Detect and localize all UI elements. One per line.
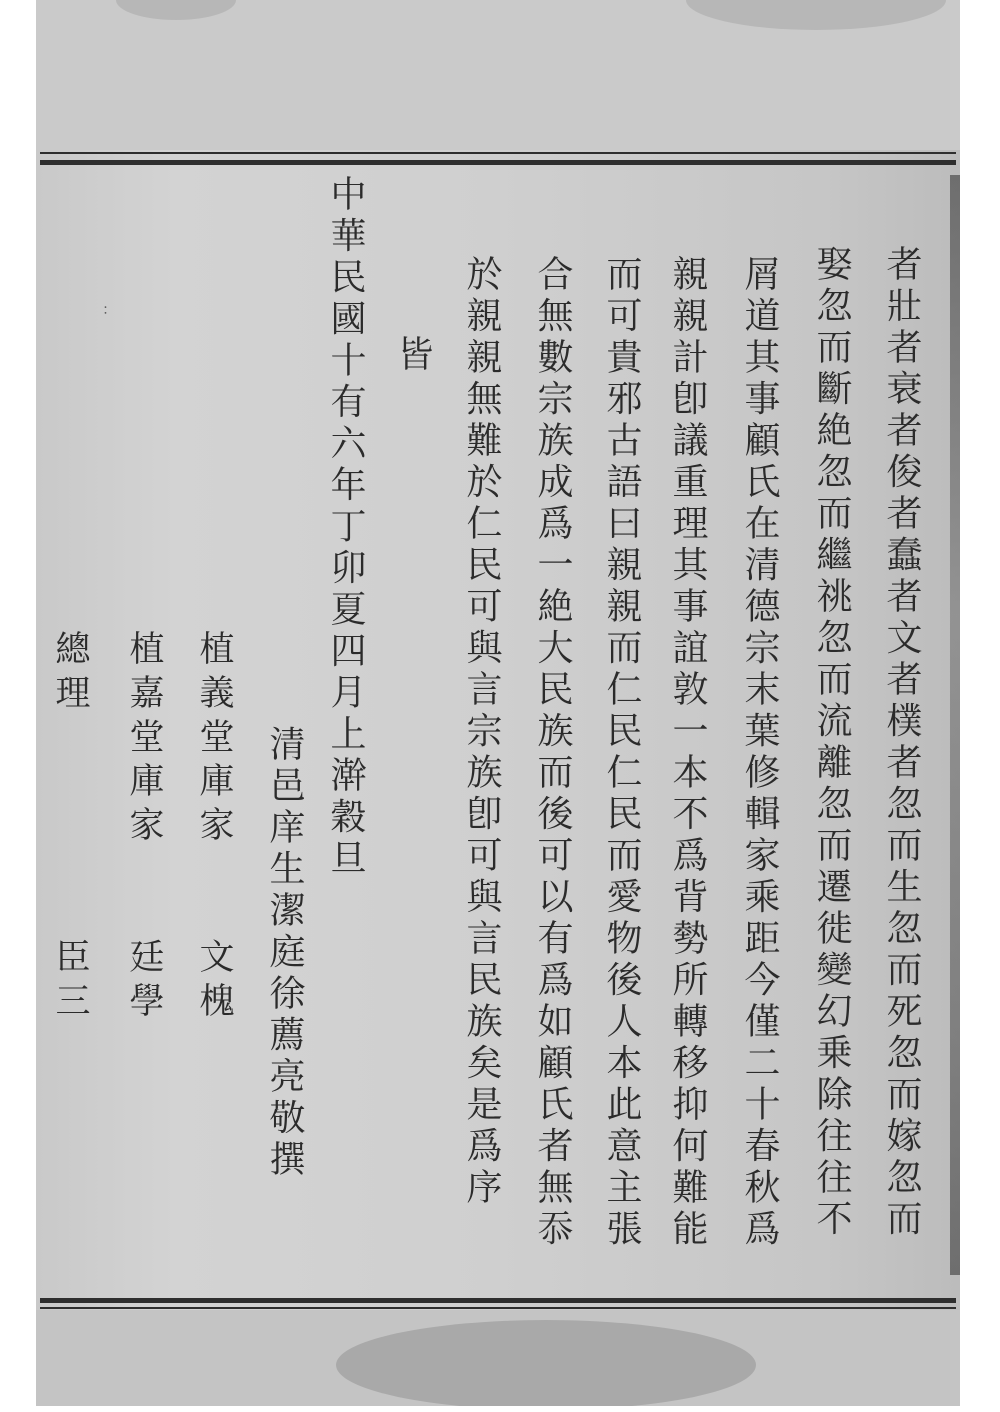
page-edge-text bbox=[950, 175, 960, 1275]
text-column-8: 皆 bbox=[392, 335, 433, 377]
text-column-6: 合無數宗族成爲一絶大民族而後可以有爲如顧氏者無忝 bbox=[532, 255, 573, 1251]
top-border-thin bbox=[40, 152, 956, 154]
stain bbox=[336, 1320, 756, 1406]
top-border-thick bbox=[40, 160, 956, 165]
text-column-3: 屑道其事顧氏在清德宗末葉修輯家乘距今僅二十春秋爲 bbox=[739, 255, 780, 1251]
bottom-border-thin bbox=[40, 1307, 956, 1309]
signatory-2: 植嘉堂庫家 廷學 bbox=[124, 630, 164, 1026]
text-column-2: 娶忽而斷絶忽而繼祧忽而流離忽而遷徙變幻乗除往往不 bbox=[811, 245, 852, 1241]
text-column-7: 於親親無難於仁民可與言宗族卽可與言民族矣是爲序 bbox=[461, 255, 502, 1210]
date-column: 中華民國十有六年丁卯夏四月上澣穀旦 bbox=[325, 175, 366, 881]
text-column-1: 者壯者衰者俊者蠢者文者樸者忽而生忽而死忽而嫁忽而 bbox=[881, 245, 922, 1241]
signatory-3: 總理 臣三 bbox=[50, 630, 90, 1026]
text-column-4: 親親計卽議重理其事誼敦一本不爲背勢所轉移抑何難能 bbox=[667, 255, 708, 1251]
text-column-5: 而可貴邪古語曰親親而仁民仁民而愛物後人本此意主張 bbox=[601, 255, 642, 1251]
signatory-1: 植義堂庫家 文槐 bbox=[194, 630, 234, 1026]
ink-dots: ： bbox=[93, 305, 109, 325]
bottom-border-thick bbox=[40, 1298, 956, 1303]
author-column: 清邑庠生潔庭徐薦亮敬撰 bbox=[264, 725, 305, 1182]
book-page bbox=[36, 0, 960, 1406]
